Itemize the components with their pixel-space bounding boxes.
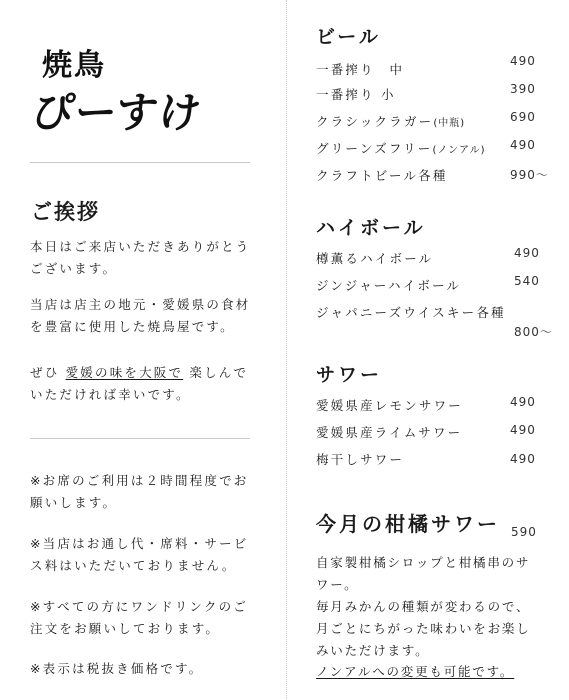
note-text: ※すべての方にワンドリンクのご	[30, 599, 248, 614]
menu-item-price: 390	[510, 82, 536, 96]
citrus-nonalcohol-note: ノンアルへの変更も可能です。	[316, 664, 515, 679]
logo-name: ぴーすけ	[28, 88, 205, 137]
divider-top	[30, 162, 250, 163]
menu-item-price: 800〜	[514, 325, 553, 339]
menu-item-price: 490	[510, 54, 536, 68]
menu-item-name: クラフトビール各種	[316, 168, 448, 183]
highball-title: ハイボール	[316, 217, 426, 239]
shop-logo	[28, 40, 252, 137]
menu-item-name	[316, 112, 465, 130]
greeting-title: ご挨拶	[31, 200, 100, 224]
menu-item-price: 490	[510, 423, 536, 437]
menu-item-price: 490	[510, 452, 536, 466]
column-divider	[286, 0, 287, 700]
greeting-text: を豊富に使用した焼鳥屋です。	[30, 319, 235, 334]
note-text: ※表示は税抜き価格です。	[30, 661, 204, 676]
menu-item-name: 樽薫るハイボール	[316, 251, 434, 266]
greeting-underlined: 愛媛の味を大阪で	[65, 365, 184, 380]
citrus-description: 月ごとにちがった味わいをお楽し	[316, 621, 531, 636]
menu-item-price: 490	[510, 138, 536, 152]
menu-item-note: (ノンアル)	[432, 145, 486, 156]
greeting-text: 当店は店主の地元・愛媛県の食材	[30, 297, 251, 312]
citrus-title: 今月の柑橘サワー	[316, 512, 500, 536]
menu-item-price: 490	[510, 395, 536, 409]
menu-item-name: 愛媛県産ライムサワー	[316, 425, 463, 440]
note-text: ※お席のご利用は２時間程度でお	[30, 473, 249, 488]
note-text: 注文をお願いしております。	[30, 621, 221, 636]
note-text: ス料はいただいておりません。	[30, 558, 237, 573]
greeting-text: いただければ幸いです。	[30, 387, 191, 402]
sour-title: サワー	[316, 364, 383, 386]
citrus-description: 毎月みかんの種類が変わるので、	[316, 599, 531, 614]
greeting-text-part: ぜひ	[30, 365, 60, 380]
citrus-description: ワー。	[316, 577, 359, 592]
menu-item-label: グリーンズフリー	[316, 141, 433, 156]
citrus-description: みいただけます。	[316, 643, 430, 658]
menu-item-price: 990〜	[510, 168, 549, 182]
citrus-price: 590	[511, 525, 537, 539]
logo-kanji: 焼鳥	[42, 48, 106, 83]
greeting-text-part: 楽しんで	[189, 365, 249, 380]
beer-title: ビール	[316, 26, 381, 48]
menu-item-note: (中瓶)	[433, 118, 466, 129]
greeting-text	[30, 362, 248, 384]
menu-item-price: 490	[514, 246, 540, 260]
menu-item-label: クラシックラガー	[316, 114, 434, 129]
menu-item-name: 梅干しサワー	[316, 452, 405, 467]
menu-item-name: ジンジャーハイボール	[316, 278, 462, 293]
greeting-text: 本日はご来店いただきありがとう	[30, 239, 251, 254]
menu-item-name: ジャパニーズウイスキー各種	[316, 305, 506, 320]
menu-item-price: 540	[514, 274, 540, 288]
menu-item-name: 愛媛県産レモンサワー	[316, 398, 464, 413]
note-text: 願いします。	[30, 495, 118, 510]
menu-item-price: 690	[510, 110, 536, 124]
menu-item-name: 一番搾り 小	[316, 87, 396, 102]
greeting-text: ございます。	[30, 261, 118, 276]
menu-item-name: 一番搾り 中	[316, 62, 405, 77]
note-text: ※当店はお通し代・席料・サービ	[30, 536, 249, 551]
citrus-description: 自家製柑橘シロップと柑橘串のサ	[316, 555, 531, 570]
divider-middle	[30, 438, 250, 439]
menu-item-name	[316, 139, 486, 157]
